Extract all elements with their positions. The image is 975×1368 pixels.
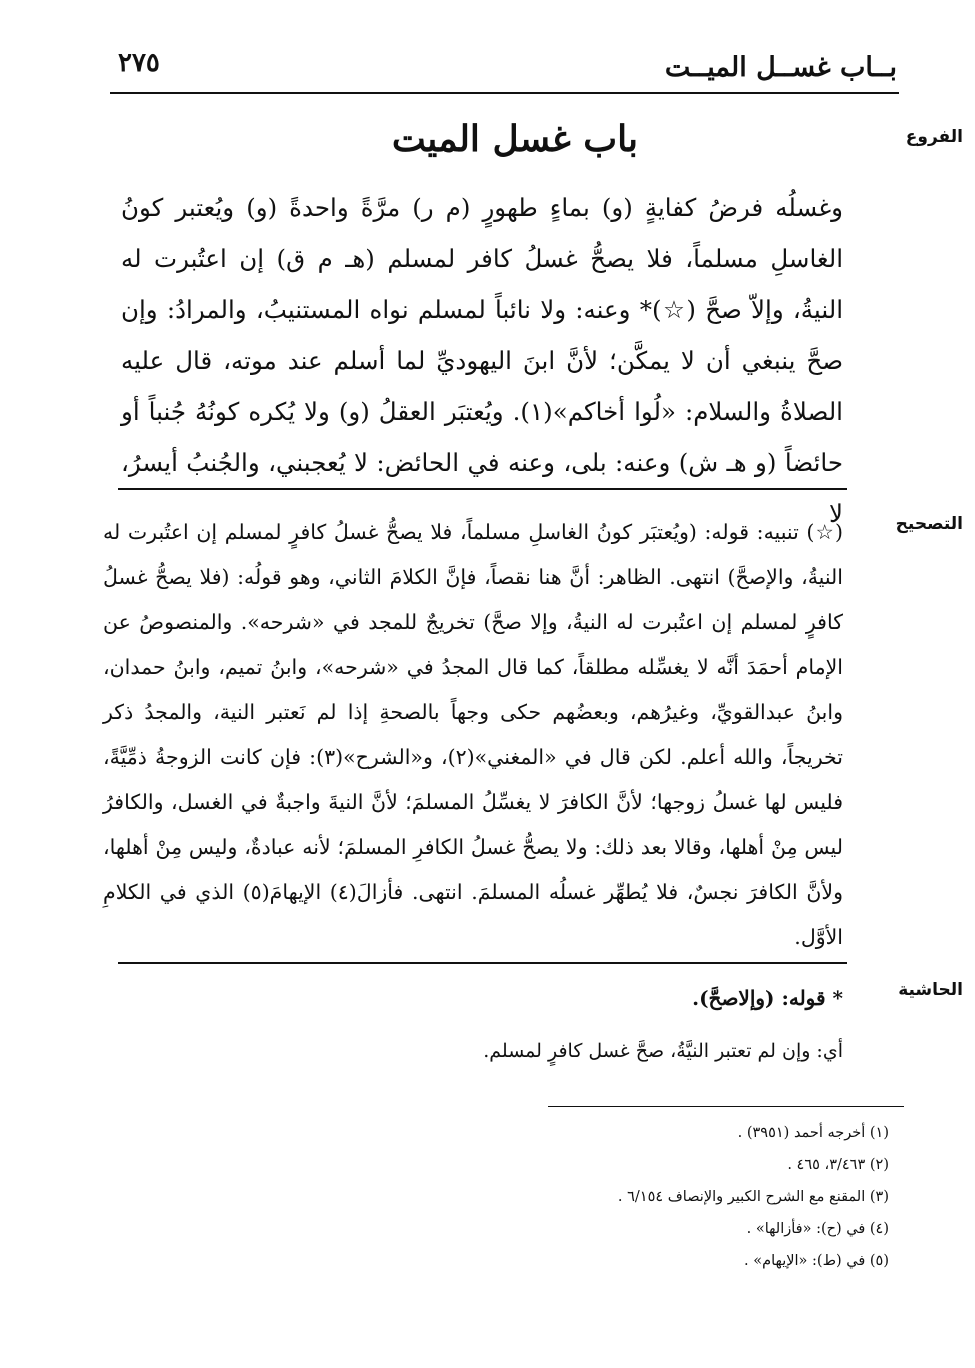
footnote-2: (٢) ٣/٤٦٣، ٤٦٥ . xyxy=(787,1157,889,1173)
side-label-furoo: الفروع xyxy=(905,127,963,147)
footnote-1: (١) أخرجه أحمد (٣٩٥١) . xyxy=(737,1125,889,1141)
side-label-hashiya: الحاشية xyxy=(898,980,963,1000)
header-rule xyxy=(110,92,899,94)
footnote-3: (٣) المقنع مع الشرح الكبير والإنصاف ٦/١٥٤ . xyxy=(617,1189,889,1205)
side-label-tashih: التصحيح xyxy=(895,514,963,534)
tashih-paragraph: (☆) تنبيه: قوله: (ويُعتبَر كونُ الغاسلِ مسلماً، فلا يصحُّ غسلُ كافرٍ لمسلم إن اعتُبرت له النيةُ، والإصحَّ) انتهى. الظاهر: أنَّ هنا نقصاً، فإنَّ الكلامَ الثاني، وهو قولُه: (فلا يصحُّ غسلُ كافرٍ لمسلم إن اعتُبرت له النيةُ، وإلا صحَّ) تخريجٌ للمجد في «شرحه». والمنصوصُ عن الإمام أحمَدَ أنَّه لا يغسِّله مطلقاً، كما قال المجدُ في «شرحه»، وابنُ تميم، وابنُ حمدان، وابنُ عبدالقويِّ، وغيرُهم، وبعضُهم حكى وجهاً بالصحةِ إذا لم نَعتبر النية، والمجدُ ذكر تخريجاً، والله أعلم. لكن قال في «المغني»(٢)، و«الشرح»(٣): فإن كانت الزوجةُ ذمِّيَّةً، فليس لها غسلُ زوجها؛ لأنَّ الكافرَ لا يغسِّلُ المسلمَ؛ لأنَّ النيةَ واجبةٌ في الغسل، والكافرُ ليس مِنْ أهلها، وقالا بعد ذلك: ولا يصحُّ غسلُ الكافرِ المسلمَ؛ لأنه عبادةٌ، وليس مِنْ أهلها، ولأنَّ الكافرَ نجسٌ، فلا يُطهِّر غسلُه المسلمَ. انتهى. فأزالَ(٤) الإيهامَ(٥) الذي في الكلامِ الأوَّل. xyxy=(103,520,843,949)
hashiya-heading: * قوله: (وإلاصحَّ). xyxy=(692,986,843,1010)
footnote-rule xyxy=(548,1106,904,1107)
main-text-paragraph: وغسلُه فرضُ كفايةٍ (و) بماءٍ طهورٍ (م ر) مرَّةً واحدةً (و) ويُعتبر كونُ الغاسلِ مسلماً، فلا يصحُّ غسلُ كافر لمسلم (هـ م ق) إن اعتُبرت له النيةُ، وإلاّ صحَّ (☆)* وعنه: ولا نائباً لمسلم نواه المستنيبُ، والمرادُ: وإن صحَّ ينبغي أن لا يمكَّن؛ لأنَّ ابنَ اليهوديِّ لما أسلم عند موته، قال عليه الصلاةُ والسلام: «لُوا أخاكم»(١). ويُعتبَر العقلُ (و) ولا يُكره كونُهُ جُنباً أو حائضاً (و هـ ش) وعنه: بلى، وعنه في الحائض: لا يُعجبني، والجُنبُ أيسرُ، لا xyxy=(121,193,843,528)
tashih-rule xyxy=(118,962,847,964)
footnote-4: (٤) في (ح): «فأزالها» . xyxy=(746,1221,889,1237)
main-text-rule xyxy=(118,488,847,490)
chapter-title: باب غسل الميت xyxy=(391,118,639,160)
running-header-title: بــاب غســل الميــت xyxy=(664,52,897,83)
hashiya-text: أي: وإن لم تعتبر النيَّةُ، صحَّ غسل كافرٍ لمسلم. xyxy=(483,1040,843,1062)
page-number: ٢٧٥ xyxy=(118,48,160,78)
footnote-5: (٥) في (ط): «الإيهام» . xyxy=(744,1253,889,1269)
